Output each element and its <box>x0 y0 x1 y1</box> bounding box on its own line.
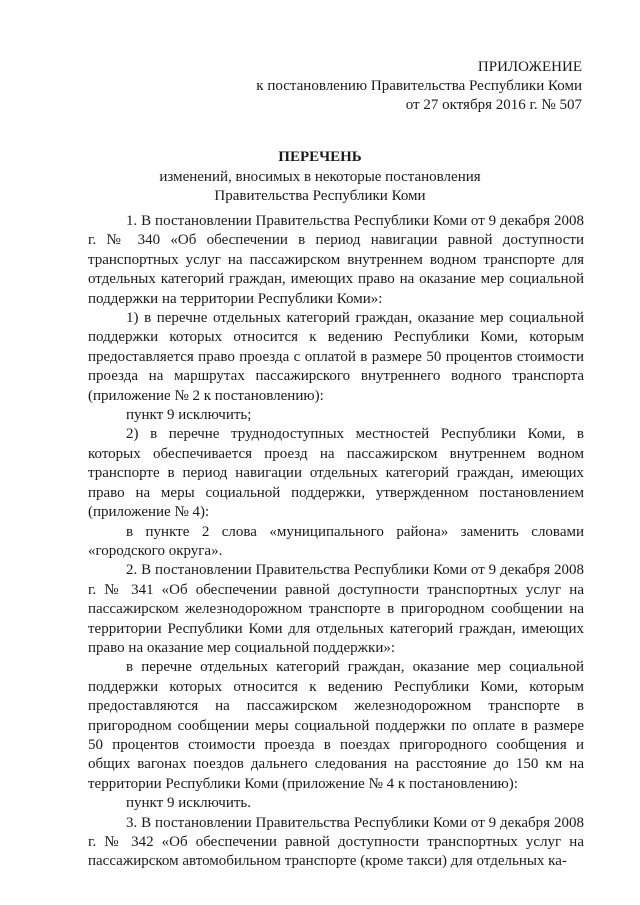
paragraph-1-item-1: 1) в перечне отдельных категорий граждан, оказание мер социальной поддержки которых относится к ведению Республики Коми, которым предоставляется право проезда с оплатой в размере 50 процентов стоимости проезда на маршрутах пассажирского внутреннего водного транспорта (приложение № 2 к постановлению): <box>88 310 584 404</box>
document-subtitle-line1: изменений, вносимых в некоторые постановления <box>159 169 481 185</box>
document-title-block <box>0 148 640 206</box>
appendix-label: ПРИЛОЖЕНИЕ <box>477 59 582 75</box>
paragraph-1-item-2: 2) в перечне труднодоступных местностей Республики Коми, в которых обеспечивается проезд на пассажирском внутреннем водном транспорте в период навигации отдельных категорий граждан, имеющих право на меры социальной поддержки, утвержденном постановлением (приложение № 4): <box>88 426 584 521</box>
appendix-header <box>256 58 582 115</box>
paragraph-2: 2. В постановлении Правительства Республики Коми от 9 декабря 2008 г. № 341 «Об обеспечении равной доступности транспортных услуг на пассажирском железнодорожном транспорте в пригородном сообщении на территории Республики Коми для отдельных категорий граждан, имеющих право на оказание мер социальной поддержки»: <box>88 562 584 656</box>
document-title: ПЕРЕЧЕНЬ <box>278 149 362 165</box>
document-subtitle-line2: Правительства Республики Коми <box>214 188 426 204</box>
appendix-reference: к постановлению Правительства Республики Коми <box>256 78 582 94</box>
paragraph-3: 3. В постановлении Правительства Республики Коми от 9 декабря 2008 г. № 342 «Об обеспечении равной доступности транспортных услуг на пассажирском автомобильном транспорте (кроме такси) для отдельных ка- <box>88 814 584 870</box>
document-body <box>88 212 584 872</box>
paragraph-2-action: пункт 9 исключить. <box>126 795 252 812</box>
paragraph-1: 1. В постановлении Правительства Республики Коми от 9 декабря 2008 г. № 340 «Об обеспечении в период навигации равной доступности транспортных услуг на пассажирском внутреннем водном транспорте для отдельных категорий граждан, имеющих право на оказание мер социальной поддержки на территории Республики Коми»: <box>88 213 584 307</box>
paragraph-1-item-2-action: в пункте 2 слова «муниципального района» заменить словами «городского округа». <box>88 523 584 559</box>
paragraph-2-item: в перечне отдельных категорий граждан, оказание мер социальной поддержки которых относится к ведению Республики Коми, которым предоставляются на пассажирском железнодорожном транспорте в пригородном сообщении меры социальной поддержки по оплате в размере 50 процентов стоимости проезда в поездах пригородного сообщения и общих вагонах поездов дальнего следования на расстояние до 150 км на территории Республики Коми (приложение № 4 к постановлению): <box>88 659 584 792</box>
appendix-date: от 27 октября 2016 г. № 507 <box>405 97 582 113</box>
paragraph-1-item-1-action: пункт 9 исключить; <box>126 407 252 424</box>
